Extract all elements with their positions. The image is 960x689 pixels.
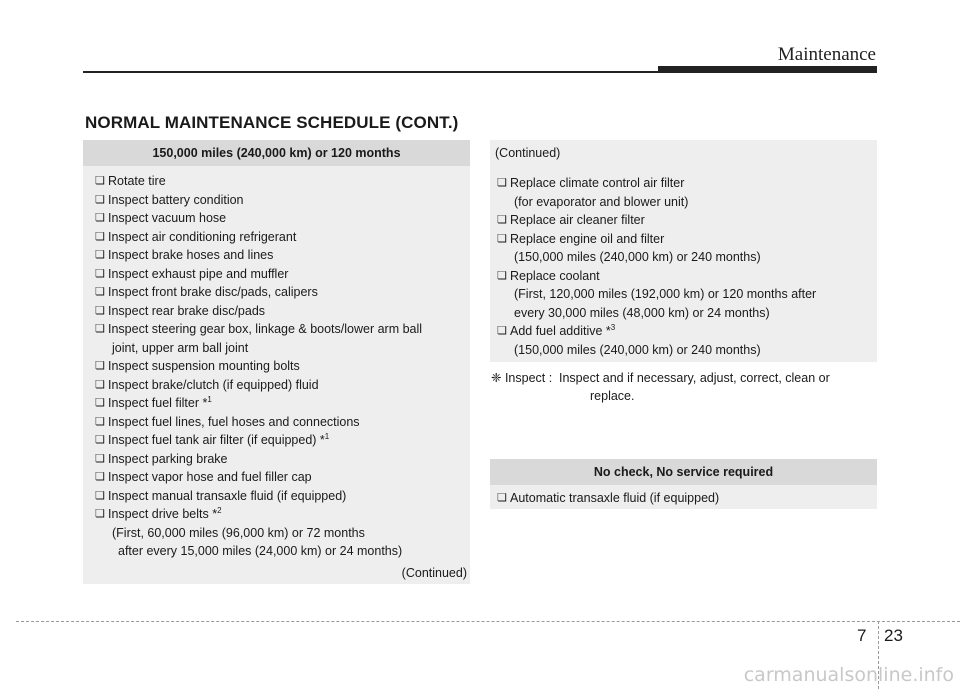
list-item: ❏ Inspect front brake disc/pads, calipers	[95, 283, 470, 302]
header-rule-thick	[658, 66, 877, 73]
footer-divider	[16, 621, 960, 622]
list-item	[95, 394, 470, 413]
list-item-continuation: (First, 60,000 miles (96,000 km) or 72 months	[112, 525, 365, 540]
list-item-text: Inspect fuel tank air filter (if equipped) *	[108, 433, 325, 447]
list-item: ❏ Inspect brake hoses and lines	[95, 246, 470, 265]
list-item	[95, 505, 470, 524]
header-title: Maintenance	[777, 44, 876, 65]
list-item: ❏ Inspect battery condition	[95, 191, 470, 210]
no-service-list	[490, 485, 877, 508]
list-item-continuation: after every 15,000 miles (24,000 km) or 24 months)	[118, 544, 403, 558]
continued-label: (Continued)	[401, 566, 467, 580]
maintenance-list	[490, 174, 877, 359]
list-item: ❏ Inspect parking brake	[95, 450, 470, 469]
list-item: ❏ Replace engine oil and filter	[497, 230, 877, 249]
footnote-mark: 1	[207, 394, 212, 404]
no-service-panel	[490, 459, 877, 509]
list-item: ❏ Replace air cleaner filter	[497, 211, 877, 230]
chapter-number: 7	[857, 626, 867, 645]
list-item	[497, 322, 877, 341]
list-item-continuation: (150,000 miles (240,000 km) or 240 months)	[514, 250, 761, 264]
panel-heading: No check, No service required	[490, 459, 877, 485]
schedule-panel-continued	[490, 140, 877, 362]
list-item	[95, 431, 470, 450]
list-item: ❏ Inspect exhaust pipe and muffler	[95, 265, 470, 284]
list-item-text: Inspect drive belts *	[108, 507, 218, 521]
note-marker: ❈ Inspect :	[491, 371, 553, 385]
list-item: ❏ Replace coolant	[497, 267, 877, 286]
continued-label: (Continued)	[495, 146, 561, 160]
list-item: ❏ Inspect brake/clutch (if equipped) fluid	[95, 376, 470, 395]
list-item-continuation: (First, 120,000 miles (192,000 km) or 120 months after	[514, 287, 817, 301]
list-item-continuation: joint, upper arm ball joint	[112, 340, 249, 355]
list-item: ❏ Inspect manual transaxle fluid (if equipped)	[95, 487, 470, 506]
footnote-mark: 2	[217, 505, 222, 515]
list-item: ❏ Automatic transaxle fluid (if equipped)	[497, 489, 877, 508]
note-text-continuation: replace.	[590, 389, 635, 403]
list-item: ❏ Inspect air conditioning refrigerant	[95, 228, 470, 247]
list-item-continuation: every 30,000 miles (48,000 km) or 24 months)	[514, 305, 770, 320]
list-item-continuation: (150,000 miles (240,000 km) or 240 months)	[514, 342, 761, 357]
list-item: ❏ Inspect rear brake disc/pads	[95, 302, 470, 321]
list-item: ❏ Inspect vapor hose and fuel filler cap	[95, 468, 470, 487]
footnote-mark: 1	[324, 431, 330, 441]
list-item: ❏ Rotate tire	[95, 172, 470, 191]
list-item: ❏ Inspect steering gear box, linkage & boots/lower arm ball	[95, 320, 470, 339]
maintenance-list	[83, 166, 470, 561]
list-item: ❏ Inspect suspension mounting bolts	[95, 357, 470, 376]
panel-heading: 150,000 miles (240,000 km) or 120 months	[83, 140, 470, 166]
list-item: ❏ Inspect fuel lines, fuel hoses and connections	[95, 413, 470, 432]
inspect-note	[491, 369, 877, 405]
watermark: carmanualsonline.info	[743, 664, 954, 686]
schedule-panel-150000	[83, 140, 470, 584]
list-item-text: Inspect fuel filter *	[108, 396, 208, 410]
list-item-continuation: (for evaporator and blower unit)	[514, 194, 689, 209]
note-text: Inspect and if necessary, adjust, correct, clean or	[559, 371, 830, 385]
page-number: 23	[884, 626, 903, 645]
section-title: NORMAL MAINTENANCE SCHEDULE (CONT.)	[85, 113, 459, 132]
list-item-text: Add fuel additive *	[510, 324, 611, 338]
list-item: ❏ Replace climate control air filter	[497, 174, 877, 193]
header-rule-thin	[83, 71, 658, 73]
footnote-mark: 3	[610, 322, 616, 332]
list-item: ❏ Inspect vacuum hose	[95, 209, 470, 228]
